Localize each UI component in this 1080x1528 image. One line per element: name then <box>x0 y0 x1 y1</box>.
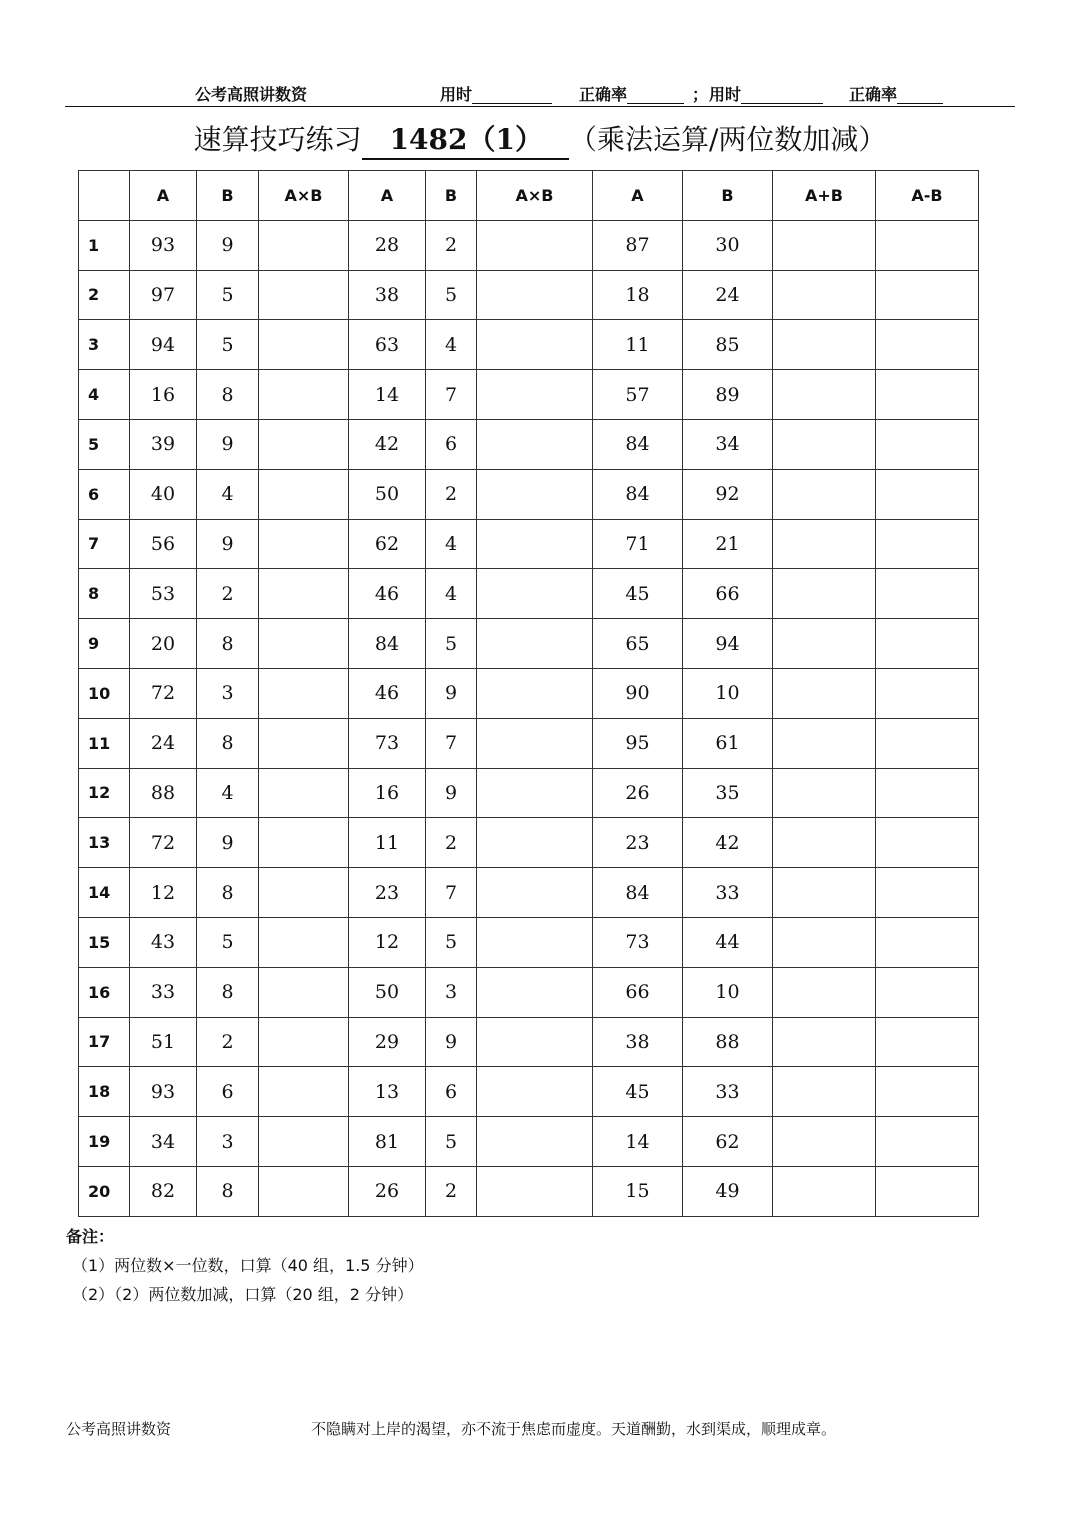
answer-cell[interactable] <box>876 1067 979 1117</box>
operand-cell: 33 <box>683 1067 773 1117</box>
operand-cell: 34 <box>130 1117 197 1167</box>
operand-cell: 35 <box>683 768 773 818</box>
table-row <box>79 220 979 270</box>
time-field-2 <box>709 82 823 105</box>
operand-cell: 4 <box>426 320 477 370</box>
time-field-1 <box>440 82 552 105</box>
operand-cell: 8 <box>197 370 259 420</box>
operand-cell: 46 <box>349 668 426 718</box>
operand-cell: 94 <box>683 619 773 669</box>
operand-cell: 28 <box>349 220 426 270</box>
answer-cell[interactable] <box>773 1067 876 1117</box>
operand-cell: 50 <box>349 469 426 519</box>
operand-cell: 16 <box>349 768 426 818</box>
time-blank-1[interactable] <box>472 87 552 104</box>
operand-cell: 62 <box>683 1117 773 1167</box>
table-row <box>79 1017 979 1067</box>
operand-cell: 4 <box>426 569 477 619</box>
answer-cell[interactable] <box>477 1117 593 1167</box>
answer-cell[interactable] <box>477 320 593 370</box>
operand-cell: 56 <box>130 519 197 569</box>
operand-cell: 85 <box>683 320 773 370</box>
answer-cell[interactable] <box>876 569 979 619</box>
answer-cell[interactable] <box>259 569 349 619</box>
table-row <box>79 718 979 768</box>
operand-cell: 12 <box>349 917 426 967</box>
answer-cell[interactable] <box>477 469 593 519</box>
operand-cell: 95 <box>593 718 683 768</box>
row-number: 20 <box>79 1166 130 1216</box>
table-row <box>79 1166 979 1216</box>
operand-cell: 5 <box>197 270 259 320</box>
operand-cell: 5 <box>426 619 477 669</box>
operand-cell: 3 <box>197 668 259 718</box>
notes-line-2: （2）（2）两位数加减，口算（20 组，2 分钟） <box>72 1285 414 1304</box>
answer-cell[interactable] <box>876 917 979 967</box>
operand-cell: 73 <box>593 917 683 967</box>
operand-cell: 65 <box>593 619 683 669</box>
answer-cell[interactable] <box>259 469 349 519</box>
operand-cell: 24 <box>683 270 773 320</box>
separator: ； <box>692 85 709 104</box>
operand-cell: 8 <box>197 619 259 669</box>
row-number: 19 <box>79 1117 130 1167</box>
answer-cell[interactable] <box>773 370 876 420</box>
operand-cell: 16 <box>130 370 197 420</box>
answer-cell[interactable] <box>259 768 349 818</box>
answer-cell[interactable] <box>773 917 876 967</box>
answer-cell[interactable] <box>259 419 349 469</box>
operand-cell: 84 <box>593 868 683 918</box>
operand-cell: 9 <box>426 1017 477 1067</box>
operand-cell: 30 <box>683 220 773 270</box>
operand-cell: 26 <box>349 1166 426 1216</box>
time-label-1: 用时 <box>440 85 473 104</box>
operand-cell: 90 <box>593 668 683 718</box>
operand-cell: 39 <box>130 419 197 469</box>
operand-cell: 93 <box>130 1067 197 1117</box>
answer-cell[interactable] <box>477 1166 593 1216</box>
operand-cell: 8 <box>197 967 259 1017</box>
exercise-table <box>78 170 979 1217</box>
operand-cell: 72 <box>130 668 197 718</box>
answer-cell[interactable] <box>477 967 593 1017</box>
table-row <box>79 469 979 519</box>
operand-cell: 49 <box>683 1166 773 1216</box>
operand-cell: 92 <box>683 469 773 519</box>
accuracy-label-1: 正确率 <box>579 85 628 104</box>
answer-cell[interactable] <box>477 220 593 270</box>
operand-cell: 45 <box>593 1067 683 1117</box>
table-row <box>79 668 979 718</box>
operand-cell: 5 <box>426 1117 477 1167</box>
operand-cell: 34 <box>683 419 773 469</box>
row-number: 17 <box>79 1017 130 1067</box>
header-index-cell <box>79 171 130 221</box>
page-title <box>0 118 1080 160</box>
operand-cell: 50 <box>349 967 426 1017</box>
answer-cell[interactable] <box>773 1017 876 1067</box>
answer-cell[interactable] <box>773 1166 876 1216</box>
operand-cell: 2 <box>426 818 477 868</box>
operand-cell: 81 <box>349 1117 426 1167</box>
answer-cell[interactable] <box>773 668 876 718</box>
table-row <box>79 768 979 818</box>
footer-motto: 不隐瞒对上岸的渴望，亦不流于焦虑而虚度。天道酬勤，水到渠成，顺理成章。 <box>311 1420 837 1438</box>
row-number: 14 <box>79 868 130 918</box>
operand-cell: 53 <box>130 569 197 619</box>
accuracy-blank-2[interactable] <box>897 87 943 104</box>
answer-cell[interactable] <box>773 270 876 320</box>
column-header: A×B <box>477 171 593 221</box>
column-header: B <box>197 171 259 221</box>
answer-cell[interactable] <box>259 1017 349 1067</box>
operand-cell: 9 <box>197 220 259 270</box>
answer-cell[interactable] <box>876 1117 979 1167</box>
operand-cell: 5 <box>197 320 259 370</box>
row-number: 18 <box>79 1067 130 1117</box>
answer-cell[interactable] <box>876 718 979 768</box>
operand-cell: 10 <box>683 967 773 1017</box>
accuracy-field-1 <box>579 82 684 105</box>
answer-cell[interactable] <box>477 718 593 768</box>
answer-cell[interactable] <box>259 1166 349 1216</box>
operand-cell: 6 <box>426 419 477 469</box>
answer-cell[interactable] <box>773 818 876 868</box>
row-number: 7 <box>79 519 130 569</box>
answer-cell[interactable] <box>259 718 349 768</box>
answer-cell[interactable] <box>876 519 979 569</box>
operand-cell: 88 <box>130 768 197 818</box>
operand-cell: 82 <box>130 1166 197 1216</box>
column-header: B <box>683 171 773 221</box>
table-row <box>79 1117 979 1167</box>
operand-cell: 21 <box>683 519 773 569</box>
operand-cell: 93 <box>130 220 197 270</box>
answer-cell[interactable] <box>259 917 349 967</box>
operand-cell: 8 <box>197 868 259 918</box>
operand-cell: 4 <box>426 519 477 569</box>
answer-cell[interactable] <box>259 868 349 918</box>
operand-cell: 8 <box>197 718 259 768</box>
accuracy-label-2: 正确率 <box>849 85 898 104</box>
operand-cell: 23 <box>349 868 426 918</box>
operand-cell: 4 <box>197 768 259 818</box>
operand-cell: 3 <box>197 1117 259 1167</box>
answer-cell[interactable] <box>477 768 593 818</box>
answer-cell[interactable] <box>773 868 876 918</box>
operand-cell: 10 <box>683 668 773 718</box>
row-number: 4 <box>79 370 130 420</box>
row-number: 16 <box>79 967 130 1017</box>
table-body <box>79 220 979 1216</box>
operand-cell: 45 <box>593 569 683 619</box>
operand-cell: 51 <box>130 1017 197 1067</box>
answer-cell[interactable] <box>477 868 593 918</box>
answer-cell[interactable] <box>773 718 876 768</box>
answer-cell[interactable] <box>876 419 979 469</box>
table-row <box>79 1067 979 1117</box>
operand-cell: 38 <box>349 270 426 320</box>
operand-cell: 84 <box>593 419 683 469</box>
answer-cell[interactable] <box>876 668 979 718</box>
answer-cell[interactable] <box>876 768 979 818</box>
answer-cell[interactable] <box>876 818 979 868</box>
answer-cell[interactable] <box>477 619 593 669</box>
answer-cell[interactable] <box>876 619 979 669</box>
operand-cell: 87 <box>593 220 683 270</box>
operand-cell: 2 <box>197 1017 259 1067</box>
column-header: A <box>130 171 197 221</box>
operand-cell: 2 <box>426 1166 477 1216</box>
table-row <box>79 270 979 320</box>
answer-cell[interactable] <box>477 668 593 718</box>
title-prefix: 速算技巧练习 <box>193 123 362 156</box>
operand-cell: 42 <box>683 818 773 868</box>
footer-brand: 公考高照讲数资 <box>66 1420 172 1438</box>
row-number: 8 <box>79 569 130 619</box>
answer-cell[interactable] <box>477 917 593 967</box>
operand-cell: 63 <box>349 320 426 370</box>
answer-cell[interactable] <box>773 619 876 669</box>
table-row <box>79 868 979 918</box>
row-number: 11 <box>79 718 130 768</box>
column-header: B <box>426 171 477 221</box>
operand-cell: 20 <box>130 619 197 669</box>
operand-cell: 2 <box>426 469 477 519</box>
operand-cell: 2 <box>197 569 259 619</box>
header-brand: 公考高照讲数资 <box>195 85 308 104</box>
row-number: 2 <box>79 270 130 320</box>
operand-cell: 73 <box>349 718 426 768</box>
answer-cell[interactable] <box>773 320 876 370</box>
operand-cell: 42 <box>349 419 426 469</box>
answer-cell[interactable] <box>773 519 876 569</box>
operand-cell: 97 <box>130 270 197 320</box>
notes-line-1: （1）两位数×一位数，口算（40 组，1.5 分钟） <box>72 1256 424 1275</box>
operand-cell: 57 <box>593 370 683 420</box>
answer-cell[interactable] <box>259 619 349 669</box>
table-row <box>79 419 979 469</box>
column-header: A×B <box>259 171 349 221</box>
operand-cell: 9 <box>197 818 259 868</box>
operand-cell: 33 <box>683 868 773 918</box>
answer-cell[interactable] <box>259 818 349 868</box>
operand-cell: 11 <box>593 320 683 370</box>
operand-cell: 43 <box>130 917 197 967</box>
answer-cell[interactable] <box>876 370 979 420</box>
operand-cell: 4 <box>197 469 259 519</box>
row-number: 15 <box>79 917 130 967</box>
operand-cell: 6 <box>197 1067 259 1117</box>
row-number: 12 <box>79 768 130 818</box>
answer-cell[interactable] <box>876 967 979 1017</box>
answer-cell[interactable] <box>773 768 876 818</box>
operand-cell: 29 <box>349 1017 426 1067</box>
answer-cell[interactable] <box>876 320 979 370</box>
operand-cell: 7 <box>426 868 477 918</box>
title-subtitle: （乘法运算/两位数加减） <box>569 123 887 156</box>
operand-cell: 5 <box>426 270 477 320</box>
operand-cell: 3 <box>426 967 477 1017</box>
answer-cell[interactable] <box>773 967 876 1017</box>
operand-cell: 8 <box>197 1166 259 1216</box>
answer-cell[interactable] <box>876 1017 979 1067</box>
operand-cell: 72 <box>130 818 197 868</box>
table-row <box>79 917 979 967</box>
operand-cell: 88 <box>683 1017 773 1067</box>
answer-cell[interactable] <box>773 569 876 619</box>
operand-cell: 46 <box>349 569 426 619</box>
row-number: 9 <box>79 619 130 669</box>
answer-cell[interactable] <box>259 320 349 370</box>
title-code: 1482（1） <box>362 122 569 160</box>
operand-cell: 7 <box>426 370 477 420</box>
operand-cell: 24 <box>130 718 197 768</box>
operand-cell: 15 <box>593 1166 683 1216</box>
column-header: A-B <box>876 171 979 221</box>
answer-cell[interactable] <box>477 519 593 569</box>
row-number: 13 <box>79 818 130 868</box>
operand-cell: 71 <box>593 519 683 569</box>
answer-cell[interactable] <box>477 1017 593 1067</box>
answer-cell[interactable] <box>259 668 349 718</box>
operand-cell: 18 <box>593 270 683 320</box>
operand-cell: 84 <box>593 469 683 519</box>
answer-cell[interactable] <box>477 419 593 469</box>
answer-cell[interactable] <box>876 1166 979 1216</box>
operand-cell: 38 <box>593 1017 683 1067</box>
answer-cell[interactable] <box>876 270 979 320</box>
answer-cell[interactable] <box>477 370 593 420</box>
table-header-row <box>79 171 979 221</box>
answer-cell[interactable] <box>259 1067 349 1117</box>
operand-cell: 23 <box>593 818 683 868</box>
operand-cell: 9 <box>197 519 259 569</box>
table-row <box>79 818 979 868</box>
table-row <box>79 519 979 569</box>
table-row <box>79 370 979 420</box>
operand-cell: 13 <box>349 1067 426 1117</box>
table-row <box>79 967 979 1017</box>
table-row <box>79 619 979 669</box>
operand-cell: 66 <box>683 569 773 619</box>
answer-cell[interactable] <box>259 967 349 1017</box>
operand-cell: 94 <box>130 320 197 370</box>
answer-cell[interactable] <box>773 419 876 469</box>
operand-cell: 89 <box>683 370 773 420</box>
operand-cell: 61 <box>683 718 773 768</box>
answer-cell[interactable] <box>259 220 349 270</box>
notes-section <box>66 1222 424 1309</box>
table-row <box>79 320 979 370</box>
operand-cell: 7 <box>426 718 477 768</box>
accuracy-blank-1[interactable] <box>627 87 684 104</box>
operand-cell: 9 <box>426 668 477 718</box>
answer-cell[interactable] <box>773 220 876 270</box>
answer-cell[interactable] <box>259 519 349 569</box>
answer-cell[interactable] <box>259 1117 349 1167</box>
time-label-2: 用时 <box>709 85 742 104</box>
operand-cell: 84 <box>349 619 426 669</box>
page-header <box>65 80 1015 107</box>
answer-cell[interactable] <box>773 469 876 519</box>
operand-cell: 44 <box>683 917 773 967</box>
answer-cell[interactable] <box>477 818 593 868</box>
column-header: A+B <box>773 171 876 221</box>
accuracy-field-2 <box>849 82 943 105</box>
operand-cell: 5 <box>197 917 259 967</box>
answer-cell[interactable] <box>477 569 593 619</box>
operand-cell: 62 <box>349 519 426 569</box>
row-number: 10 <box>79 668 130 718</box>
operand-cell: 33 <box>130 967 197 1017</box>
answer-cell[interactable] <box>477 270 593 320</box>
operand-cell: 14 <box>593 1117 683 1167</box>
answer-cell[interactable] <box>876 220 979 270</box>
operand-cell: 14 <box>349 370 426 420</box>
operand-cell: 26 <box>593 768 683 818</box>
row-number: 5 <box>79 419 130 469</box>
operand-cell: 9 <box>197 419 259 469</box>
column-header: A <box>593 171 683 221</box>
answer-cell[interactable] <box>876 469 979 519</box>
operand-cell: 6 <box>426 1067 477 1117</box>
operand-cell: 12 <box>130 868 197 918</box>
answer-cell[interactable] <box>477 1067 593 1117</box>
answer-cell[interactable] <box>259 370 349 420</box>
operand-cell: 5 <box>426 917 477 967</box>
table-row <box>79 569 979 619</box>
time-blank-2[interactable] <box>741 87 823 104</box>
operand-cell: 40 <box>130 469 197 519</box>
operand-cell: 66 <box>593 967 683 1017</box>
operand-cell: 11 <box>349 818 426 868</box>
notes-label: 备注： <box>66 1227 115 1246</box>
row-number: 6 <box>79 469 130 519</box>
operand-cell: 9 <box>426 768 477 818</box>
row-number: 3 <box>79 320 130 370</box>
row-number: 1 <box>79 220 130 270</box>
answer-cell[interactable] <box>876 868 979 918</box>
answer-cell[interactable] <box>773 1117 876 1167</box>
operand-cell: 2 <box>426 220 477 270</box>
column-header: A <box>349 171 426 221</box>
answer-cell[interactable] <box>259 270 349 320</box>
